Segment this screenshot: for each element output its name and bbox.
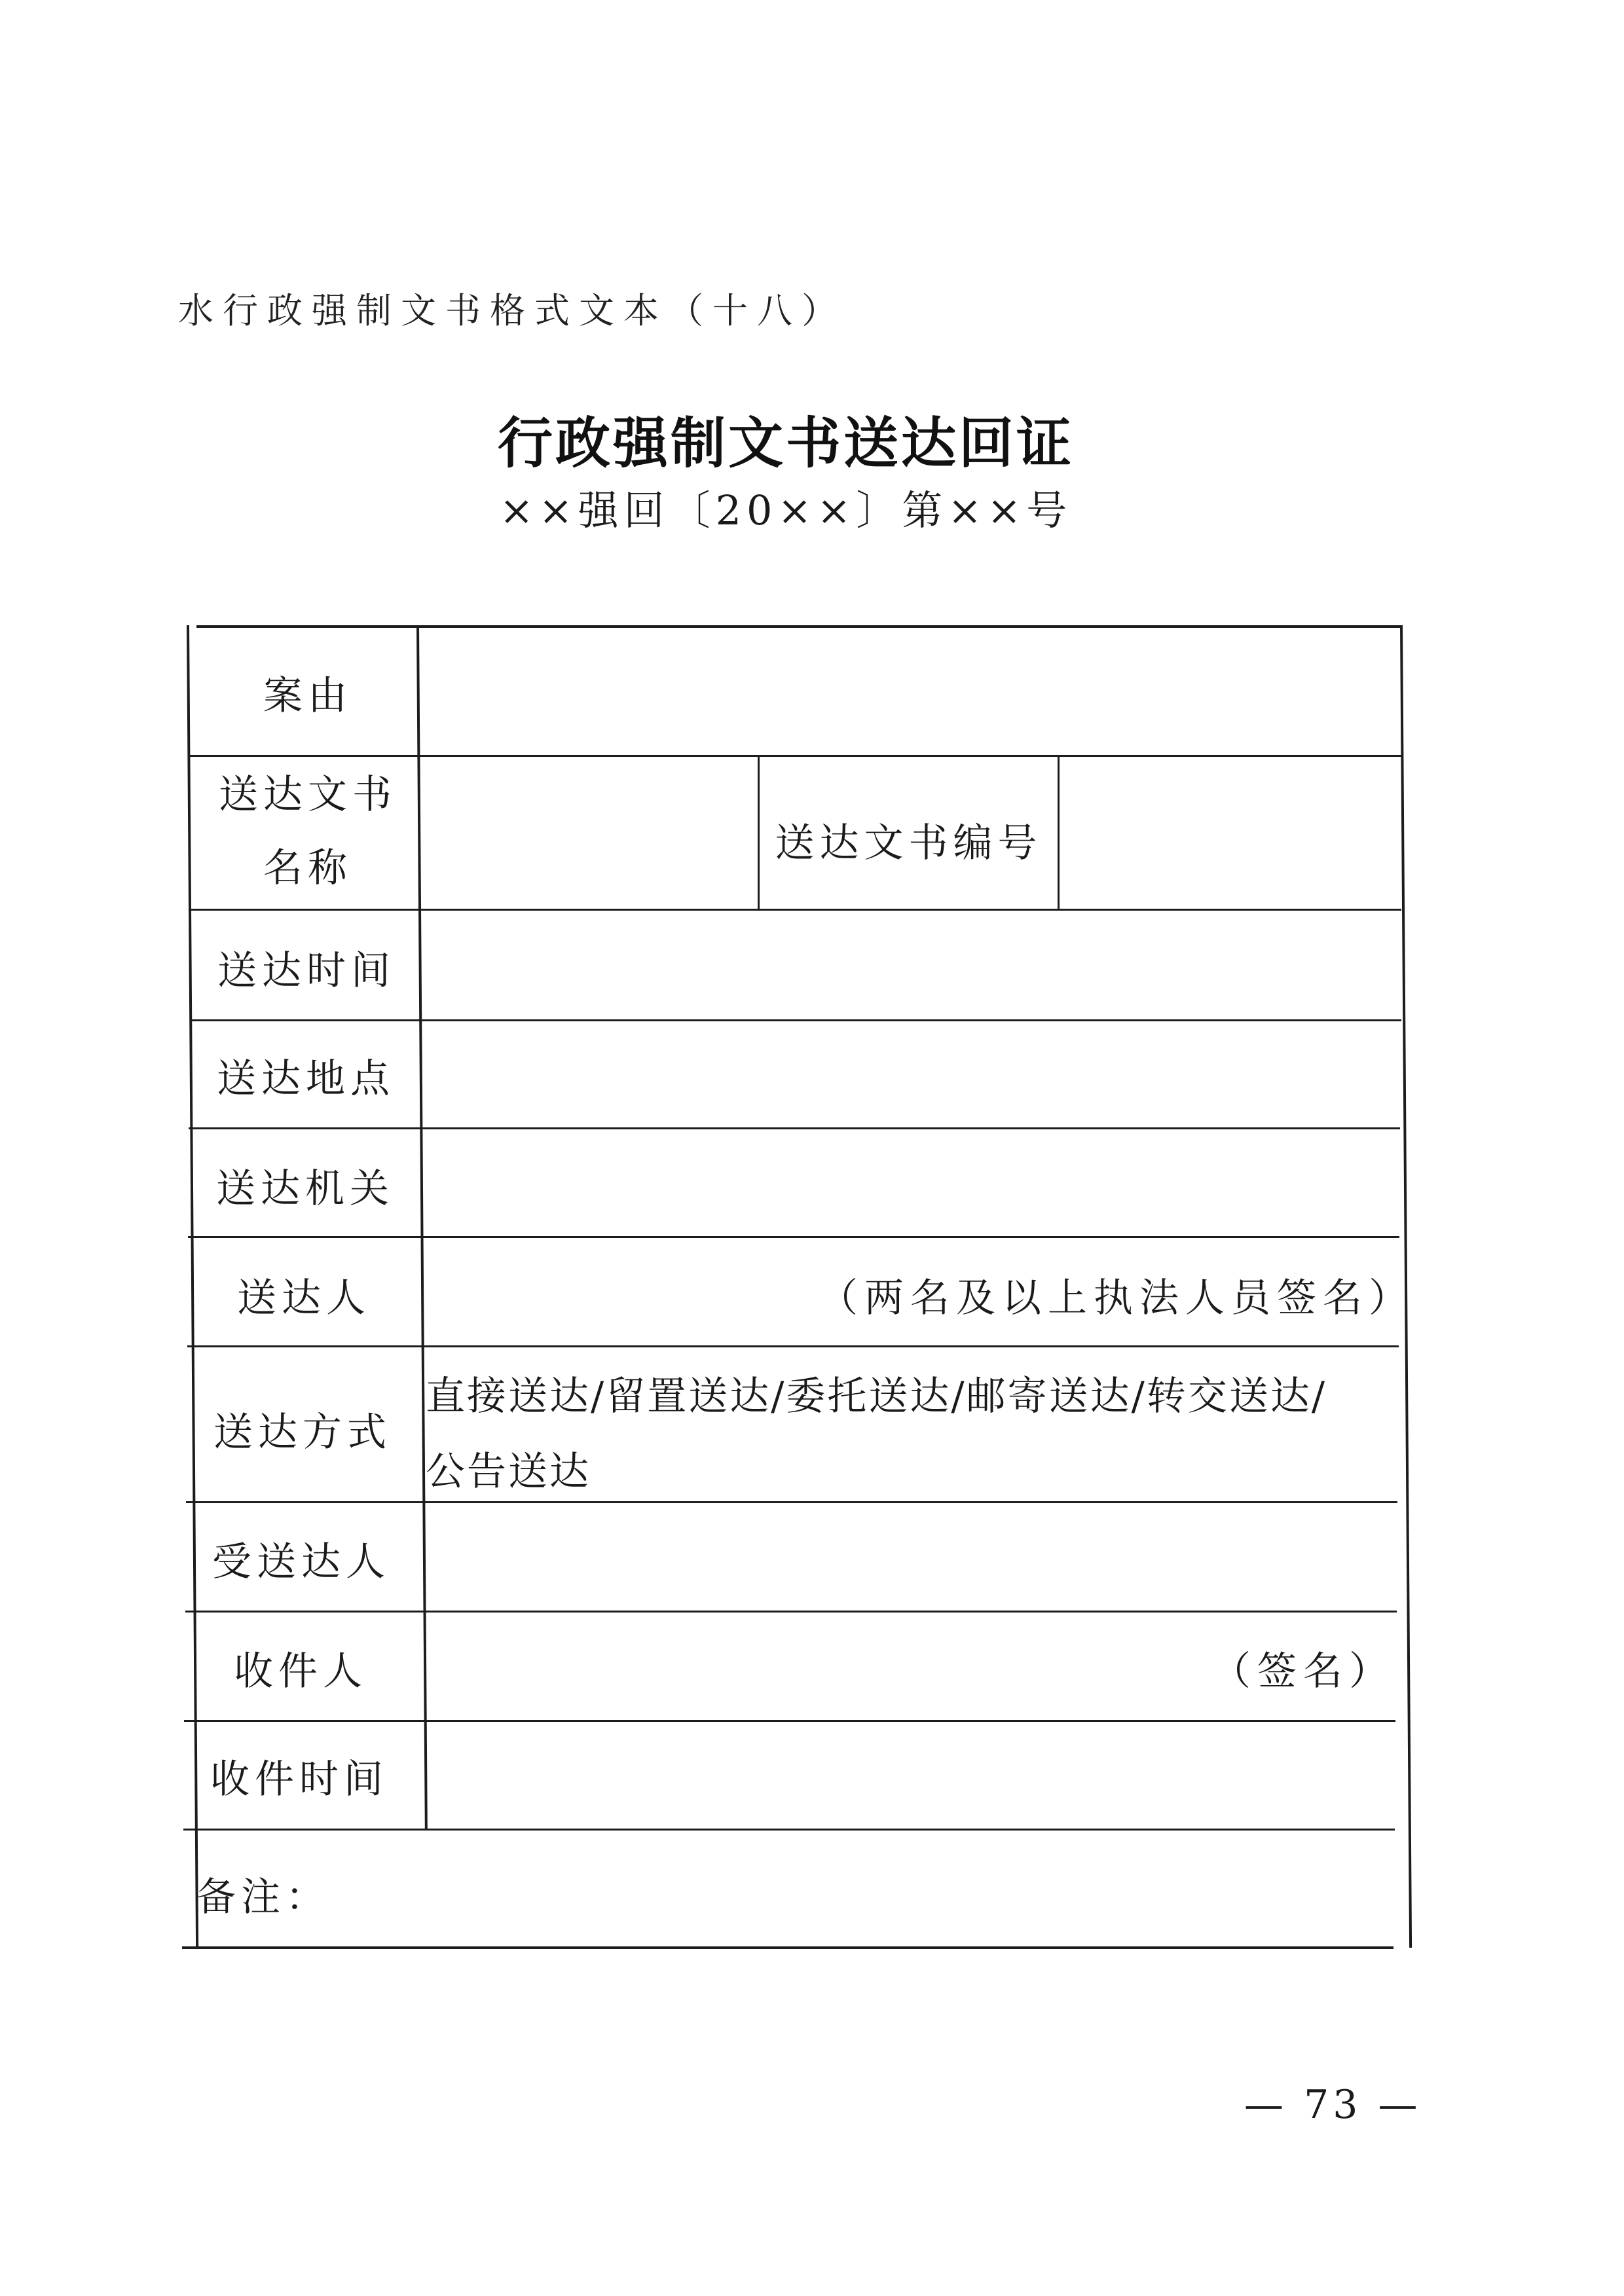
server-label: 送达人 bbox=[237, 1275, 371, 1321]
service-time-label: 送达时间 bbox=[217, 948, 396, 994]
document-title: 行政强制文书送达回证 bbox=[497, 410, 1074, 475]
recipient-label: 受送达人 bbox=[212, 1539, 390, 1585]
doc-name-label-line1: 送达文书 bbox=[219, 772, 397, 818]
row-line bbox=[190, 1019, 1401, 1021]
row-line bbox=[188, 1236, 1399, 1238]
service-agency-label: 送达机关 bbox=[216, 1166, 394, 1212]
row-line bbox=[190, 909, 1401, 911]
doc-name-label-line2: 名称 bbox=[263, 845, 352, 891]
form-border-bottom bbox=[182, 1946, 1393, 1949]
service-method-options-line2: 公告送达 bbox=[426, 1449, 591, 1495]
service-place-label: 送达地点 bbox=[217, 1056, 395, 1102]
server-signature-hint: （两名及以上执法人员签名） bbox=[819, 1275, 1414, 1321]
format-label: 水行政强制文书格式文本（十八） bbox=[178, 290, 846, 331]
service-method-label: 送达方式 bbox=[213, 1410, 392, 1455]
page-number: — 73 — bbox=[1244, 2082, 1422, 2128]
row-line bbox=[187, 1345, 1399, 1347]
receiver-signature-hint: （签名） bbox=[1211, 1649, 1395, 1694]
case-reason-label: 案由 bbox=[263, 673, 352, 719]
document-number: ××强回〔20××〕第××号 bbox=[499, 486, 1073, 534]
receive-time-label: 收件时间 bbox=[210, 1757, 388, 1802]
form-border-top bbox=[196, 625, 1403, 628]
remarks-label: 备注： bbox=[196, 1874, 330, 1920]
row-line bbox=[185, 1611, 1397, 1613]
row-line bbox=[190, 755, 1401, 757]
row-line bbox=[189, 1127, 1400, 1129]
receiver-label: 收件人 bbox=[234, 1649, 367, 1694]
doc-number-value-divider bbox=[1058, 755, 1060, 910]
doc-name-label bbox=[196, 758, 419, 905]
row-line bbox=[186, 1501, 1397, 1503]
doc-number-label: 送达文书编号 bbox=[775, 820, 1043, 866]
service-method-options-line1: 直接送达/留置送达/委托送达/邮寄送达/转交送达/ bbox=[426, 1374, 1327, 1419]
row-line bbox=[184, 1720, 1395, 1722]
row-line bbox=[183, 1829, 1395, 1831]
